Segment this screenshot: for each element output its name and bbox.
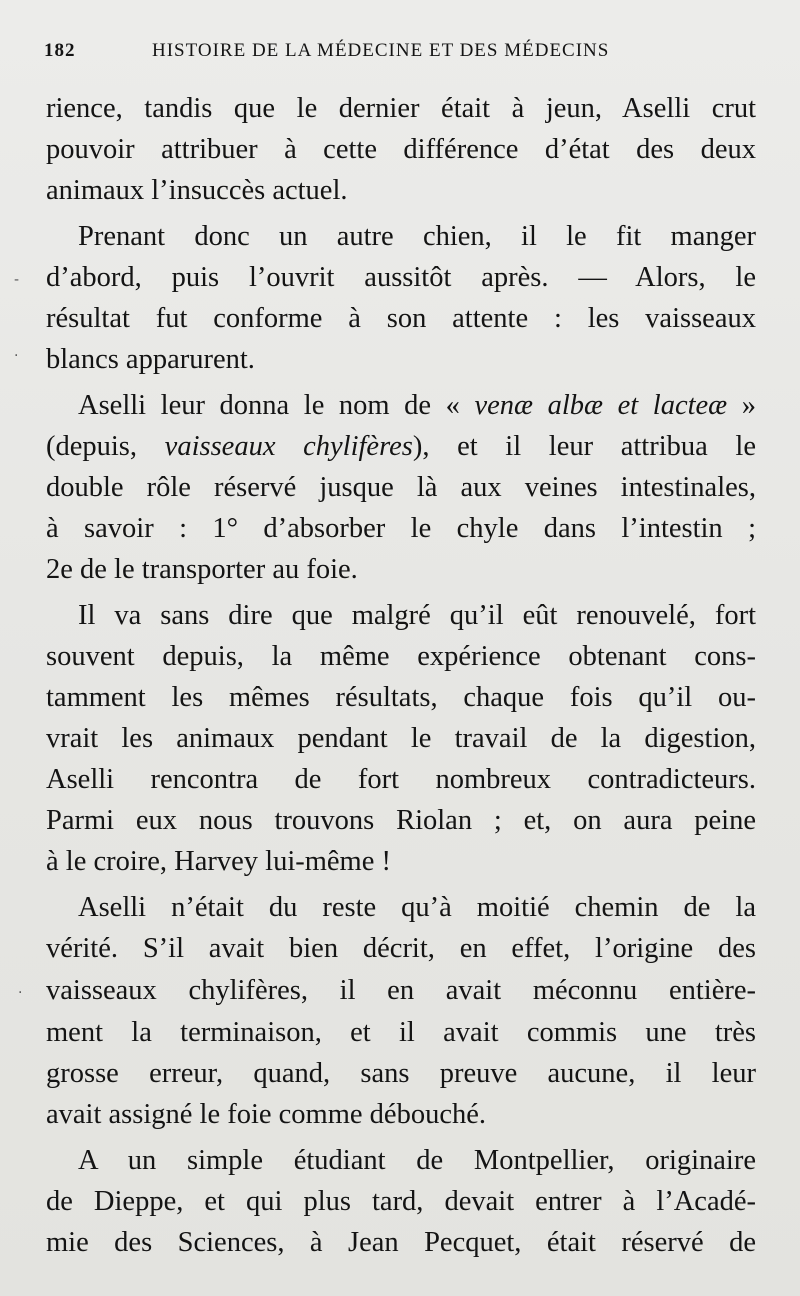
text-line: Aselli rencontra de fort nombreux contradicteurs. bbox=[46, 764, 756, 795]
page-header bbox=[44, 40, 664, 68]
text-line: à savoir : 1° d’absorber le chyle dans l’intestin ; bbox=[46, 513, 756, 544]
paragraph bbox=[46, 88, 756, 211]
text-line: ment la terminaison, et il avait commis une très bbox=[46, 1017, 756, 1048]
text-line: rience, tandis que le dernier était à jeun, Aselli crut bbox=[46, 93, 756, 124]
text-line: à le croire, Harvey lui-même ! bbox=[46, 846, 391, 877]
running-title: HISTOIRE DE LA MÉDECINE ET DES MÉDECINS bbox=[152, 40, 610, 61]
text-run: Aselli leur donna le nom de « bbox=[78, 390, 475, 421]
page-number: 182 bbox=[44, 40, 76, 61]
latin-term: venæ albæ et lacteæ bbox=[474, 390, 728, 421]
text-line: animaux l’insuccès actuel. bbox=[46, 175, 348, 206]
text-line bbox=[46, 385, 756, 426]
text-line: souvent depuis, la même expérience obtenant cons- bbox=[46, 641, 756, 672]
text-line: d’abord, puis l’ouvrit aussitôt après. — Alors, le bbox=[46, 262, 756, 293]
term-italic: vaisseaux chylifères bbox=[164, 431, 413, 462]
text-line: vaisseaux chylifères, il en avait méconnu entière- bbox=[46, 975, 756, 1006]
text-line: Parmi eux nous trouvons Riolan ; et, on aura peine bbox=[46, 805, 756, 836]
text-line: résultat fut conforme à son attente : les vaisseaux bbox=[46, 303, 756, 334]
text-line: double rôle réservé jusque là aux veines intestinales, bbox=[46, 472, 756, 503]
margin-speck: - bbox=[14, 272, 20, 288]
text-run: » bbox=[727, 390, 757, 421]
margin-speck: · bbox=[18, 985, 23, 1001]
paragraph bbox=[46, 1140, 756, 1263]
text-line: tamment les mêmes résultats, chaque fois qu’il ou- bbox=[46, 682, 756, 713]
text-line: Aselli n’était du reste qu’à moitié chemin de la bbox=[78, 892, 756, 923]
paragraph bbox=[46, 595, 756, 882]
text-line: vérité. S’il avait bien décrit, en effet, l’origine des bbox=[46, 933, 756, 964]
text-line: vrait les animaux pendant le travail de la digestion, bbox=[46, 723, 756, 754]
text-line: mie des Sciences, à Jean Pecquet, était réservé de bbox=[46, 1227, 756, 1258]
text-line: de Dieppe, et qui plus tard, devait entrer à l’Acadé- bbox=[46, 1186, 756, 1217]
text-line: grosse erreur, quand, sans preuve aucune, il leur bbox=[46, 1058, 756, 1089]
text-line bbox=[46, 426, 756, 467]
paragraph bbox=[46, 216, 756, 380]
text-line: pouvoir attribuer à cette différence d’état des deux bbox=[46, 134, 756, 165]
text-line: blancs apparurent. bbox=[46, 344, 255, 375]
paragraph bbox=[46, 887, 756, 1135]
text-line: Prenant donc un autre chien, il le fit manger bbox=[78, 221, 756, 252]
text-line: Il va sans dire que malgré qu’il eût renouvelé, fort bbox=[78, 600, 756, 631]
text-run: ), et il leur attribua le bbox=[412, 431, 756, 462]
margin-speck: · bbox=[14, 348, 19, 364]
text-line: avait assigné le foie comme débouché. bbox=[46, 1099, 486, 1130]
text-line: 2e de le transporter au foie. bbox=[46, 554, 358, 585]
paragraph bbox=[46, 385, 756, 590]
text-run: (depuis, bbox=[46, 431, 165, 462]
text-line: A un simple étudiant de Montpellier, originaire bbox=[78, 1145, 756, 1176]
body-text bbox=[46, 88, 756, 1268]
